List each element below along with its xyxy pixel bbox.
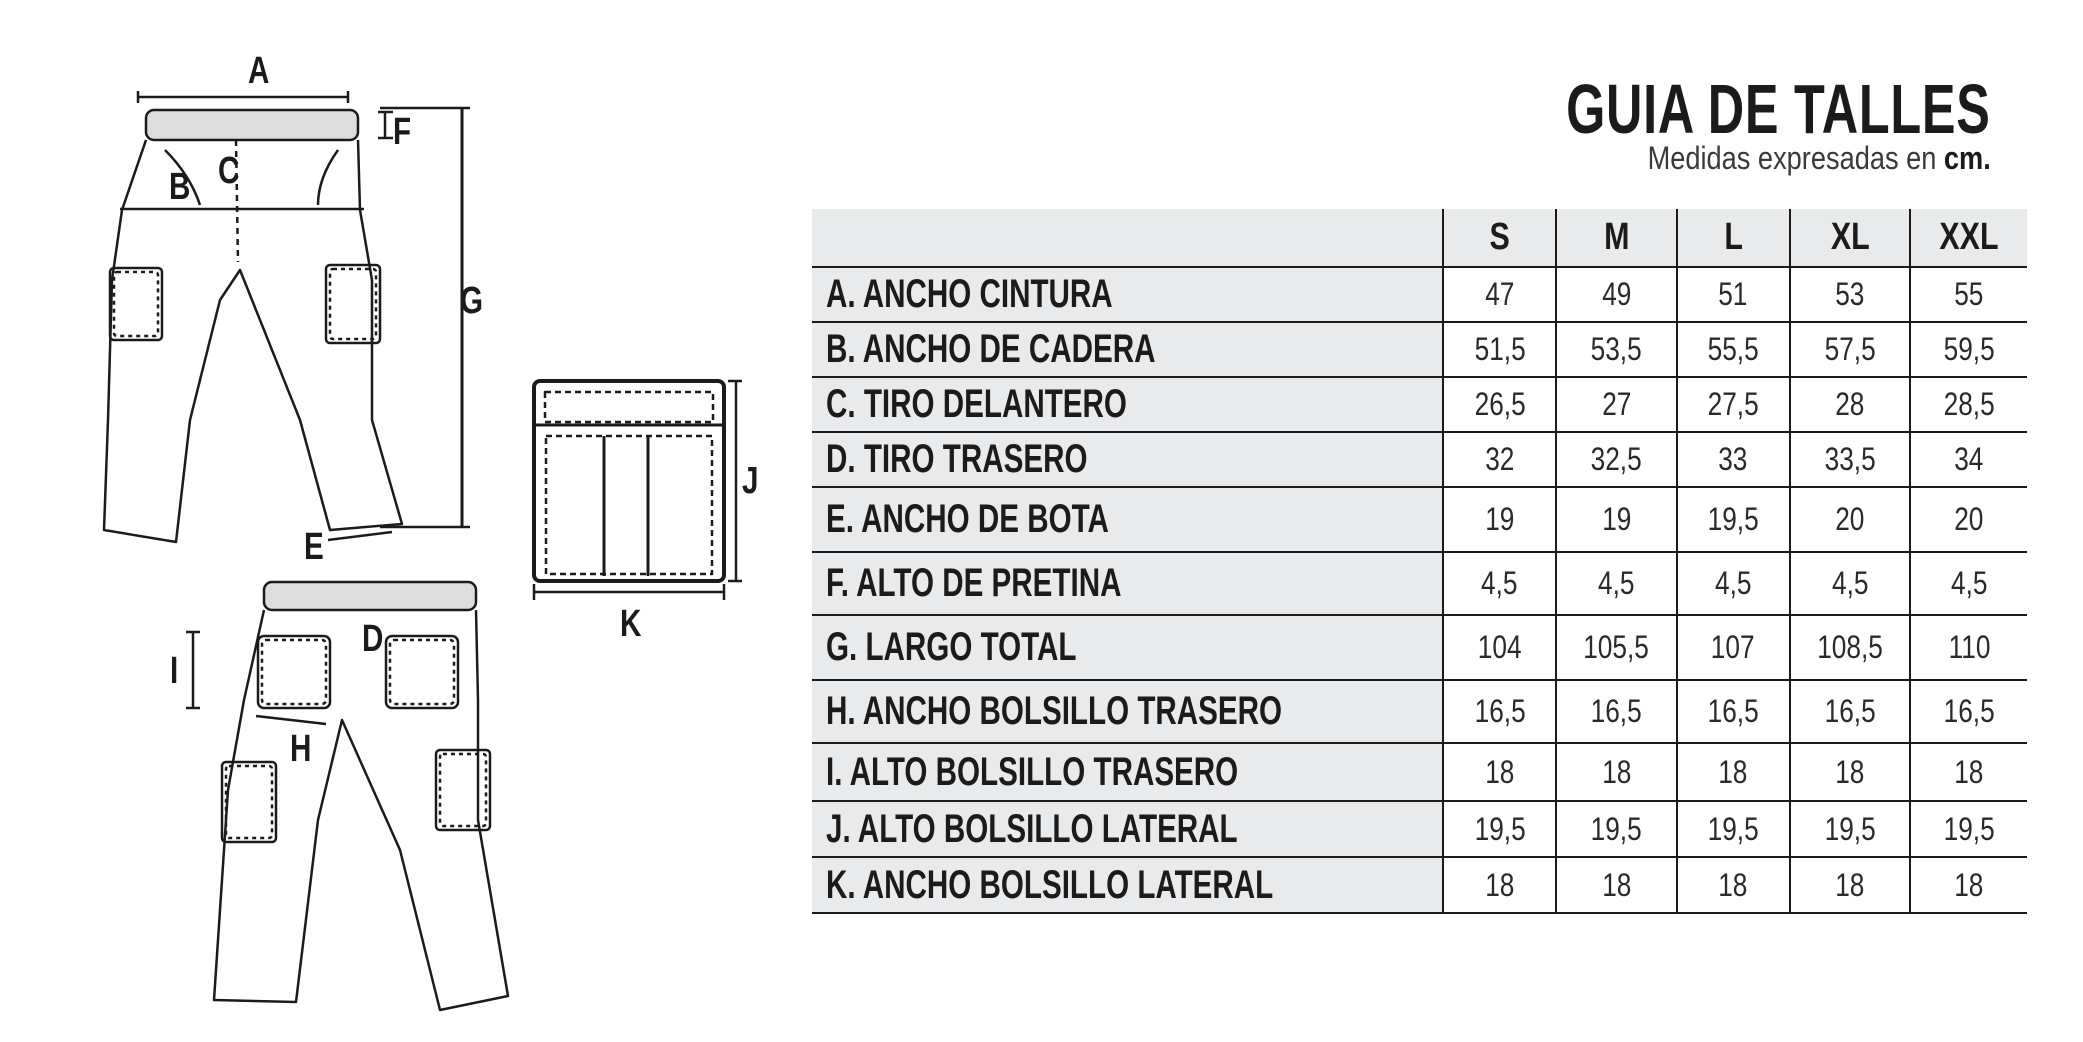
pants-diagram <box>0 0 820 1042</box>
measure-value: 33 <box>1677 432 1790 487</box>
label-i: I <box>170 650 179 692</box>
measure-value: 28 <box>1790 377 1911 432</box>
label-d: D <box>362 618 384 660</box>
table-row <box>812 743 2027 801</box>
measure-value: 16,5 <box>1790 680 1911 743</box>
table-row <box>812 377 2027 432</box>
back-pants-drawing <box>214 582 508 1010</box>
measure-value: 18 <box>1556 743 1677 801</box>
label-k: K <box>620 603 642 645</box>
measure-value: 32 <box>1443 432 1556 487</box>
measure-value: 18 <box>1677 857 1790 913</box>
page-title: GUIA DE TALLES <box>1566 70 1991 148</box>
size-header: M <box>1556 209 1677 267</box>
measure-value: 53,5 <box>1556 322 1677 377</box>
measure-value: 4,5 <box>1677 552 1790 615</box>
measure-value: 108,5 <box>1790 615 1911 680</box>
measure-label: K. ANCHO BOLSILLO LATERAL <box>812 857 1443 913</box>
label-g: G <box>460 280 484 322</box>
measure-value: 16,5 <box>1443 680 1556 743</box>
size-header: S <box>1443 209 1556 267</box>
label-j: J <box>742 460 759 502</box>
table-row <box>812 801 2027 857</box>
label-a: A <box>248 50 270 92</box>
subtitle-unit: cm. <box>1944 140 1991 176</box>
measure-value: 16,5 <box>1677 680 1790 743</box>
measure-value: 20 <box>1790 487 1911 552</box>
subtitle-text: Medidas expresadas en <box>1647 140 1937 176</box>
measure-value: 57,5 <box>1790 322 1911 377</box>
measure-value: 4,5 <box>1950 565 1988 601</box>
measure-value: 18 <box>1556 857 1677 913</box>
table-row <box>812 432 2027 487</box>
table-row <box>812 267 2027 322</box>
measure-value: 34 <box>1954 441 1984 477</box>
measure-value: 16,5 <box>1943 693 1995 729</box>
measure-value: 18 <box>1443 743 1556 801</box>
size-header: XL <box>1790 209 1911 267</box>
measure-label: H. ANCHO BOLSILLO TRASERO <box>812 680 1443 743</box>
measure-value: 105,5 <box>1556 615 1677 680</box>
measure-value: 33,5 <box>1790 432 1911 487</box>
measure-value: 19 <box>1556 487 1677 552</box>
table-row <box>812 680 2027 743</box>
measure-label: G. LARGO TOTAL <box>812 615 1443 680</box>
measure-value: 110 <box>1948 629 1990 665</box>
measure-value: 19 <box>1443 487 1556 552</box>
label-f: F <box>393 111 412 153</box>
measure-value: 104 <box>1443 615 1556 680</box>
measure-value: 18 <box>1677 743 1790 801</box>
header-corner <box>812 209 1443 267</box>
table-row <box>812 615 2027 680</box>
table-row <box>812 487 2027 552</box>
measure-label: D. TIRO TRASERO <box>812 432 1443 487</box>
size-table <box>812 209 2027 914</box>
measure-value: 28,5 <box>1943 386 1995 422</box>
measure-value: 47 <box>1443 267 1556 322</box>
measure-value: 20 <box>1954 501 1984 537</box>
page-subtitle <box>1648 142 1991 174</box>
measure-value: 53 <box>1790 267 1911 322</box>
measure-value: 19,5 <box>1943 810 1995 847</box>
measure-value: 32,5 <box>1556 432 1677 487</box>
size-header: XXL <box>1939 216 1999 258</box>
table-body <box>812 267 2027 913</box>
measure-value: 18 <box>1790 743 1911 801</box>
measure-value: 49 <box>1556 267 1677 322</box>
size-header: L <box>1677 209 1790 267</box>
table-row <box>812 857 2027 913</box>
side-pocket-drawing <box>534 381 724 581</box>
measure-value: 55,5 <box>1677 322 1790 377</box>
measure-label: I. ALTO BOLSILLO TRASERO <box>812 743 1443 801</box>
measure-value: 18 <box>1954 866 1984 903</box>
measure-value: 27 <box>1556 377 1677 432</box>
front-pants-drawing <box>104 110 402 542</box>
measure-value: 51,5 <box>1443 322 1556 377</box>
measure-value: 4,5 <box>1556 552 1677 615</box>
measure-value: 27,5 <box>1677 377 1790 432</box>
label-e: E <box>304 526 324 568</box>
measure-label: J. ALTO BOLSILLO LATERAL <box>812 801 1443 857</box>
measure-value: 19,5 <box>1677 487 1790 552</box>
measure-value: 26,5 <box>1443 377 1556 432</box>
measure-value: 4,5 <box>1443 552 1556 615</box>
measure-value: 16,5 <box>1556 680 1677 743</box>
measure-value: 19,5 <box>1677 801 1790 857</box>
measure-value: 4,5 <box>1790 552 1911 615</box>
measure-label: B. ANCHO DE CADERA <box>812 322 1443 377</box>
pants-illustration <box>0 0 820 1042</box>
measure-value: 107 <box>1677 615 1790 680</box>
measure-label: A. ANCHO CINTURA <box>812 267 1443 322</box>
table-row <box>812 322 2027 377</box>
table-row <box>812 552 2027 615</box>
measure-value: 51 <box>1677 267 1790 322</box>
measure-label: F. ALTO DE PRETINA <box>812 552 1443 615</box>
table-header-row <box>812 209 2027 267</box>
measure-value: 18 <box>1954 753 1984 790</box>
measure-value: 55 <box>1954 276 1984 312</box>
measure-value: 19,5 <box>1790 801 1911 857</box>
measure-value: 18 <box>1443 857 1556 913</box>
measure-value: 59,5 <box>1943 331 1995 367</box>
label-b: B <box>169 166 191 208</box>
label-h: H <box>290 728 312 770</box>
measure-label: E. ANCHO DE BOTA <box>812 487 1443 552</box>
measure-value: 18 <box>1790 857 1911 913</box>
measure-value: 19,5 <box>1556 801 1677 857</box>
measure-value: 19,5 <box>1443 801 1556 857</box>
measure-label: C. TIRO DELANTERO <box>812 377 1443 432</box>
label-c: C <box>218 150 240 192</box>
